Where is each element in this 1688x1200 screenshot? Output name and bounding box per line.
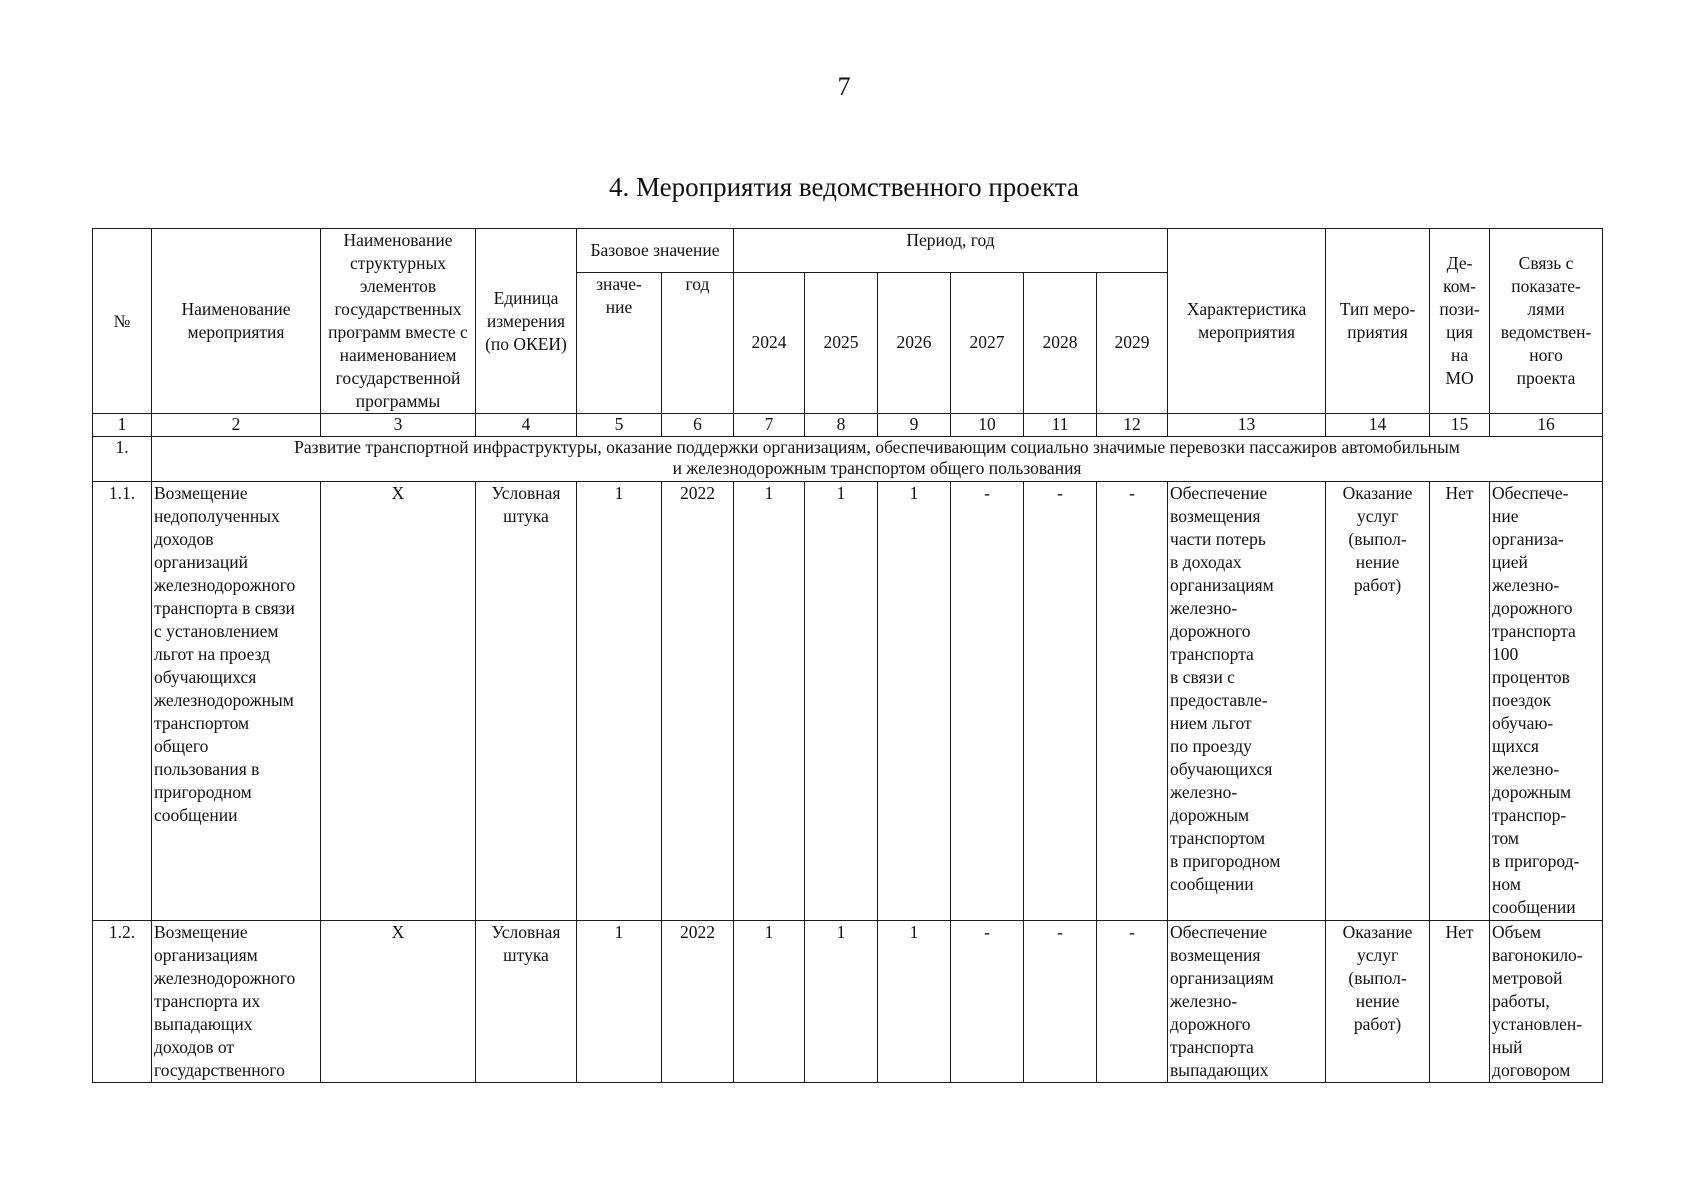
decomposition: Нет	[1430, 921, 1490, 1083]
measure-name: Возмещение недополученных доходов организаций железнодорожного транспорта в связи с установлением льгот на проезд обучающихся железнодорожным транспортом общего пользования в пригородном сообщении	[152, 482, 321, 921]
column-number: 14	[1326, 414, 1430, 437]
header-type: Тип меро- приятия	[1326, 229, 1430, 414]
measures-table	[92, 228, 1603, 1083]
column-number: 6	[662, 414, 734, 437]
value-2026: 1	[878, 482, 951, 921]
measure-type: Оказание услуг (выпол- нение работ)	[1326, 921, 1430, 1083]
header-decomposition: Де- ком- пози- ция на МО	[1430, 229, 1490, 414]
value-2026: 1	[878, 921, 951, 1083]
column-number: 16	[1490, 414, 1603, 437]
page-number: 7	[837, 72, 851, 101]
value-2028: -	[1024, 921, 1097, 1083]
header-year-2026: 2026	[878, 272, 951, 413]
decomposition: Нет	[1430, 482, 1490, 921]
column-number: 13	[1168, 414, 1326, 437]
section-number: 1.	[93, 437, 152, 482]
column-number: 12	[1097, 414, 1168, 437]
column-number: 5	[577, 414, 662, 437]
header-unit: Единица измерения (по ОКЕИ)	[476, 229, 577, 414]
measure-characteristic: Обеспечение возмещения части потерь в доходах организациям железно- дорожного транспорта в связи с предоставле- нием льгот по проезду обучающихся железно- дорожным транспортом в пригородном сообщении	[1168, 482, 1326, 921]
measure-characteristic: Обеспечение возмещения организациям железно- дорожного транспорта выпадающих	[1168, 921, 1326, 1083]
value-2029: -	[1097, 482, 1168, 921]
header-no: №	[93, 229, 152, 414]
indicator-link: Обеспече- ние организа- цией железно- дорожного транспорта 100 процентов поездок обучаю- щихся железно- дорожным транспор- том в пригород- ном сообщении	[1490, 482, 1603, 921]
value-2024: 1	[734, 482, 805, 921]
column-number: 4	[476, 414, 577, 437]
table-row	[93, 482, 1603, 921]
section-row	[93, 437, 1603, 482]
value-2024: 1	[734, 921, 805, 1083]
header-name: Наименование мероприятия	[152, 229, 321, 414]
table-row	[93, 921, 1603, 1083]
base-year: 2022	[662, 921, 734, 1083]
header-year-2029: 2029	[1097, 272, 1168, 413]
column-number: 11	[1024, 414, 1097, 437]
header-base-year: год	[662, 272, 734, 413]
header-year-2027: 2027	[951, 272, 1024, 413]
measure-name: Возмещение организациям железнодорожного транспорта их выпадающих доходов от государственного	[152, 921, 321, 1083]
column-number-row	[93, 414, 1603, 437]
base-value: 1	[577, 921, 662, 1083]
value-2029: -	[1097, 921, 1168, 1083]
unit-of-measure: Условная штука	[476, 482, 577, 921]
structural-element: Х	[321, 482, 476, 921]
value-2028: -	[1024, 482, 1097, 921]
header-structural: Наименование структурных элементов государственных программ вместе с наименованием государственной программы	[321, 229, 476, 414]
column-number: 1	[93, 414, 152, 437]
section-text: Развитие транспортной инфраструктуры, оказание поддержки организациям, обеспечивающим социально значимые перевозки пассажиров автомобильным и железнодорожным транспортом общего пользования	[152, 437, 1603, 482]
column-number: 15	[1430, 414, 1490, 437]
header-characteristic: Характеристика мероприятия	[1168, 229, 1326, 414]
header-base-value: значе- ние	[577, 272, 662, 413]
column-number: 7	[734, 414, 805, 437]
header-year-2024: 2024	[734, 272, 805, 413]
value-2027: -	[951, 482, 1024, 921]
value-2027: -	[951, 921, 1024, 1083]
base-value: 1	[577, 482, 662, 921]
measure-type: Оказание услуг (выпол- нение работ)	[1326, 482, 1430, 921]
column-number: 2	[152, 414, 321, 437]
section-title: 4. Мероприятия ведомственного проекта	[609, 172, 1079, 202]
column-number: 8	[805, 414, 878, 437]
indicator-link: Объем вагонокило- метровой работы, установлен- ный договором	[1490, 921, 1603, 1083]
row-number: 1.1.	[93, 482, 152, 921]
header-year-2025: 2025	[805, 272, 878, 413]
row-number: 1.2.	[93, 921, 152, 1083]
header-year-2028: 2028	[1024, 272, 1097, 413]
column-number: 10	[951, 414, 1024, 437]
structural-element: Х	[321, 921, 476, 1083]
base-year: 2022	[662, 482, 734, 921]
column-number: 9	[878, 414, 951, 437]
header-link: Связь с показате- лями ведомствен- ного проекта	[1490, 229, 1603, 414]
header-period-group: Период, год	[734, 229, 1168, 273]
column-number: 3	[321, 414, 476, 437]
value-2025: 1	[805, 482, 878, 921]
unit-of-measure: Условная штука	[476, 921, 577, 1083]
value-2025: 1	[805, 921, 878, 1083]
header-base-group: Базовое значение	[577, 229, 734, 273]
